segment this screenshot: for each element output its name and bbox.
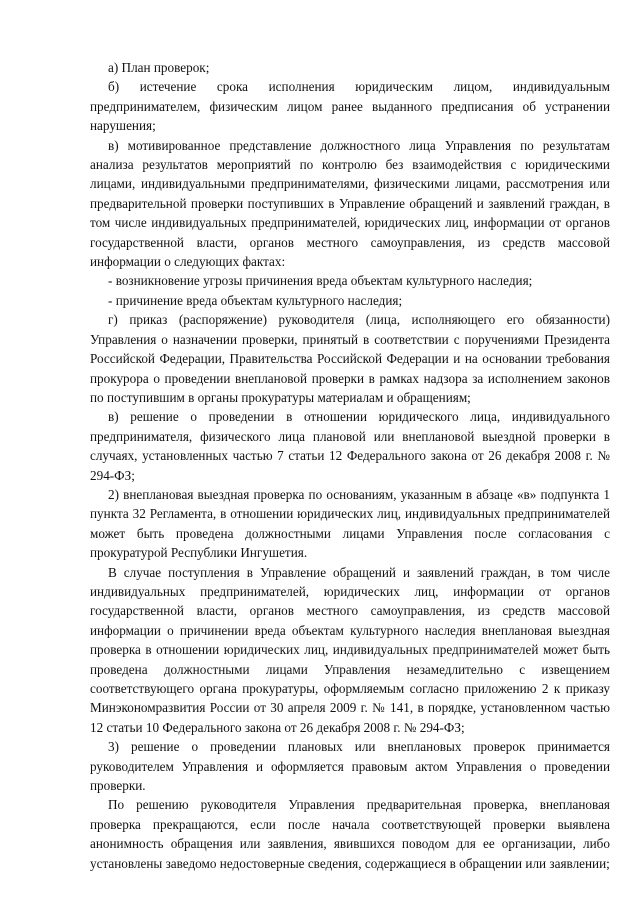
- paragraph-citizen-appeals: В случае поступления в Управление обращений и заявлений граждан, в том числе индивидуальных предпринимателей, юридических лиц, информации от органов государственной власти, органов местного самоуправления, из средств массовой информации о причинении вреда объектам культурного наследия внеплановая выездная проверка в отношении юридических лиц, индивидуальных предпринимателей может быть проведена должностными лицами Управления незамедлительно с извещением соответствующего органа прокуратуры, оформляемым согласно приложению 2 к приказу Минэкономразвития России от 30 апреля 2009 г. № 141, в порядке, установленном частью 12 статьи 10 Федерального закона от 26 декабря 2008 г. № 294-ФЗ;: [90, 564, 610, 735]
- paragraph-threat-of-harm: - возникновение угрозы причинения вреда объектам культурного наследия;: [108, 273, 533, 289]
- paragraph-inspection-decision: в) решение о проведении в отношении юридического лица, индивидуального предпринимателя, физического лица плановой или внеплановой выездной проверки в случаях, установленных частью 7 статьи 12 Федерального закона от 26 декабря 2008 г. № 294-ФЗ;: [90, 409, 610, 483]
- paragraph-harm-caused: - причинение вреда объектам культурного наследия;: [108, 292, 403, 308]
- document-page: [90, 58, 610, 873]
- paragraph-decision-authority: 3) решение о проведении плановых или внеплановых проверок принимается руководителем Управления и оформляется правовым актом Управления о проведении проверки.: [90, 739, 610, 794]
- paragraph-head-order: г) приказ (распоряжение) руководителя (лица, исполняющего его обязанности) Управления о назначении проверки, принятый в соответствии с поручениями Президента Российской Федерации, Правительства Российской Федерации и на основании требования прокурора о проведении внеплановой проверки в рамках надзора за исполнением законов по поступившим в органы прокуратуры материалам и обращениям;: [90, 312, 610, 405]
- paragraph-motivated-submission: в) мотивированное представление должностного лица Управления по результатам анализа результатов мероприятий по контролю без взаимодействия с юридическими лицами, индивидуальными предпринимателями, физическими лицами, рассмотрения или предварительной проверки поступивших в Управление обращений и заявлений граждан, в том числе индивидуальных предпринимателей, юридических лиц, информации от органов государственной власти, органов местного самоуправления, из средств массовой информации о следующих фактах:: [90, 137, 610, 270]
- paragraph-deadline-expiry: б) истечение срока исполнения юридическим лицом, индивидуальным предпринимателем, физическим лицом ранее выданного предписания об устранении нарушения;: [90, 79, 610, 134]
- paragraph-unscheduled-inspection: 2) внеплановая выездная проверка по основаниям, указанным в абзаце «в» подпункта 1 пункта 32 Регламента, в отношении юридических лиц, индивидуальных предпринимателей может быть проведена должностными лицами Управления после согласования с прокуратурой Республики Ингушетия.: [90, 486, 610, 561]
- paragraph-plan: а) План проверок;: [108, 60, 210, 75]
- paragraph-termination: По решению руководителя Управления предварительная проверка, внеплановая проверка прекращаются, если после начала соответствующей проверки выявлена анонимность обращения или заявления, явившихся поводом для ее организации, либо установлены заведомо недостоверные сведения, содержащиеся в обращении или заявлении;: [90, 797, 610, 871]
